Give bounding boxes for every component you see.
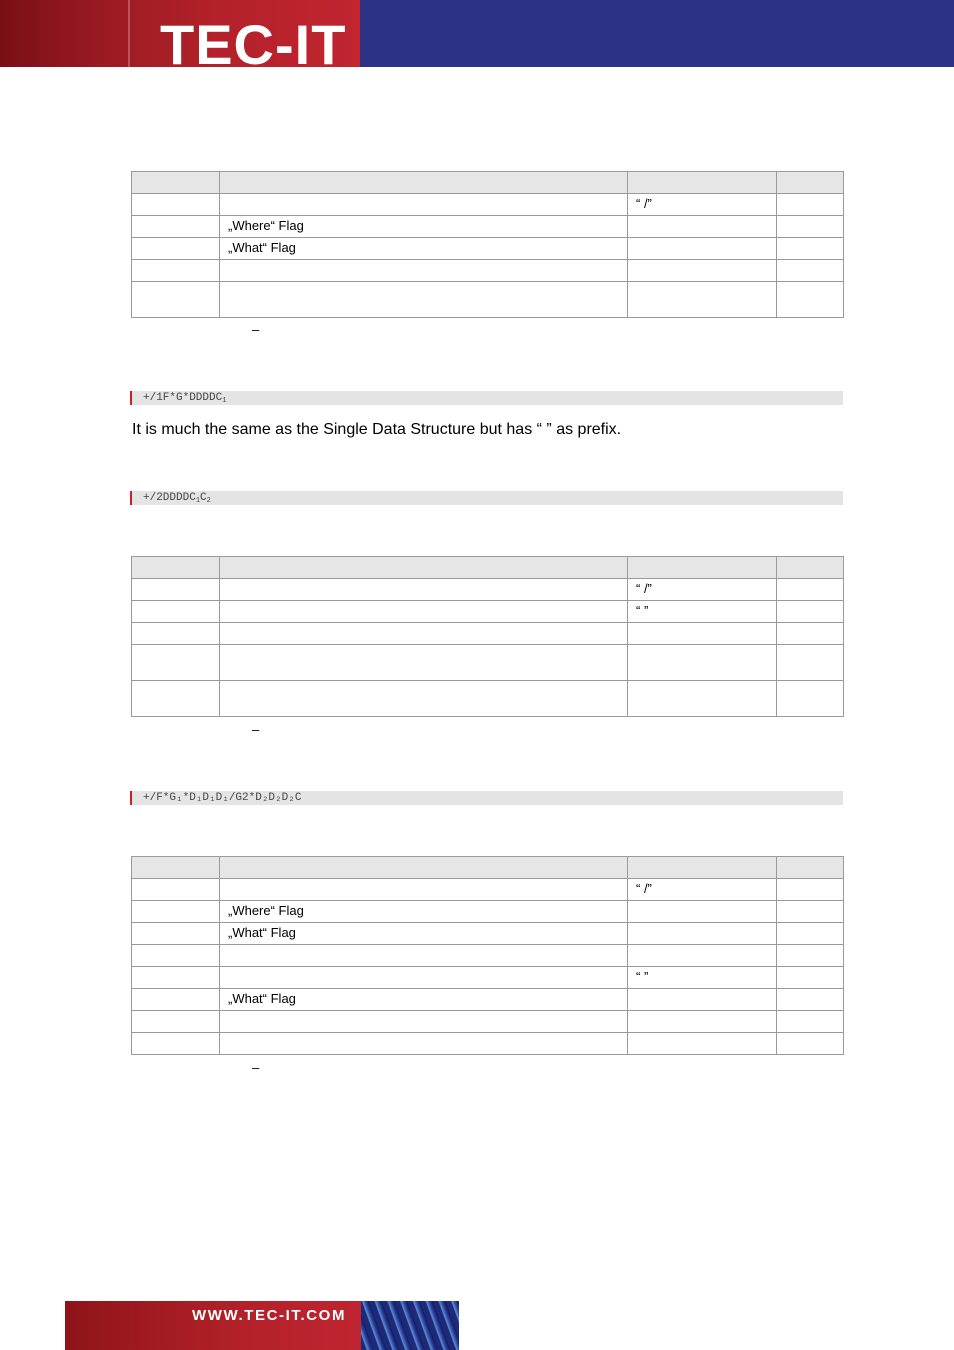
table-row xyxy=(132,945,844,967)
header-divider xyxy=(128,0,130,67)
table-row: “ /” xyxy=(132,194,844,216)
page-header xyxy=(0,0,954,67)
table-row xyxy=(132,282,844,318)
code-subscript: 1 xyxy=(195,497,201,505)
footer-url: WWW.TEC-IT.COM xyxy=(192,1307,347,1324)
table-3 xyxy=(131,856,844,1055)
table-3-note: – xyxy=(252,1060,260,1075)
footer-red-band xyxy=(65,1301,361,1350)
table-row: „What“ Flag xyxy=(132,238,844,260)
table-row: „What“ Flag xyxy=(132,989,844,1011)
header-blue-band xyxy=(360,0,954,67)
footer-barcode-graphic xyxy=(361,1301,459,1350)
table-2 xyxy=(131,556,844,717)
code-sample-3: +/F*G₁*D₁D₁D₁/G2*D₂D₂D₂C xyxy=(130,791,843,805)
code-text: C xyxy=(200,492,207,504)
code-text: +/2DDDDC xyxy=(143,492,196,504)
table-row xyxy=(132,1011,844,1033)
table-row xyxy=(132,623,844,645)
table-header-row xyxy=(132,557,844,579)
code-subscript: 2 xyxy=(206,497,211,505)
body-paragraph: It is much the same as the Single Data Structure but has “ ” as prefix. xyxy=(132,421,622,438)
table-row: „Where“ Flag xyxy=(132,901,844,923)
table-row: “ /” xyxy=(132,579,844,601)
table-1-note: – xyxy=(252,322,260,337)
tec-it-logo: TEC-IT xyxy=(160,13,347,67)
table-row: “ ” xyxy=(132,967,844,989)
table-header-row xyxy=(132,857,844,879)
table-row xyxy=(132,260,844,282)
table-row: „Where“ Flag xyxy=(132,216,844,238)
code-sample-1 xyxy=(130,391,843,405)
table-row: “ /” xyxy=(132,879,844,901)
table-row xyxy=(132,1033,844,1055)
table-row xyxy=(132,681,844,717)
table-row: “ ” xyxy=(132,601,844,623)
header-red-band xyxy=(0,0,360,67)
table-row xyxy=(132,645,844,681)
page-footer xyxy=(65,1301,459,1350)
table-1 xyxy=(131,171,844,318)
table-row: „What“ Flag xyxy=(132,923,844,945)
code-sample-2 xyxy=(130,491,843,505)
code-subscript: 1 xyxy=(222,397,227,405)
table-header-row xyxy=(132,172,844,194)
code-text: +/1F*G*DDDDC xyxy=(143,392,223,404)
table-2-note: – xyxy=(252,722,260,737)
